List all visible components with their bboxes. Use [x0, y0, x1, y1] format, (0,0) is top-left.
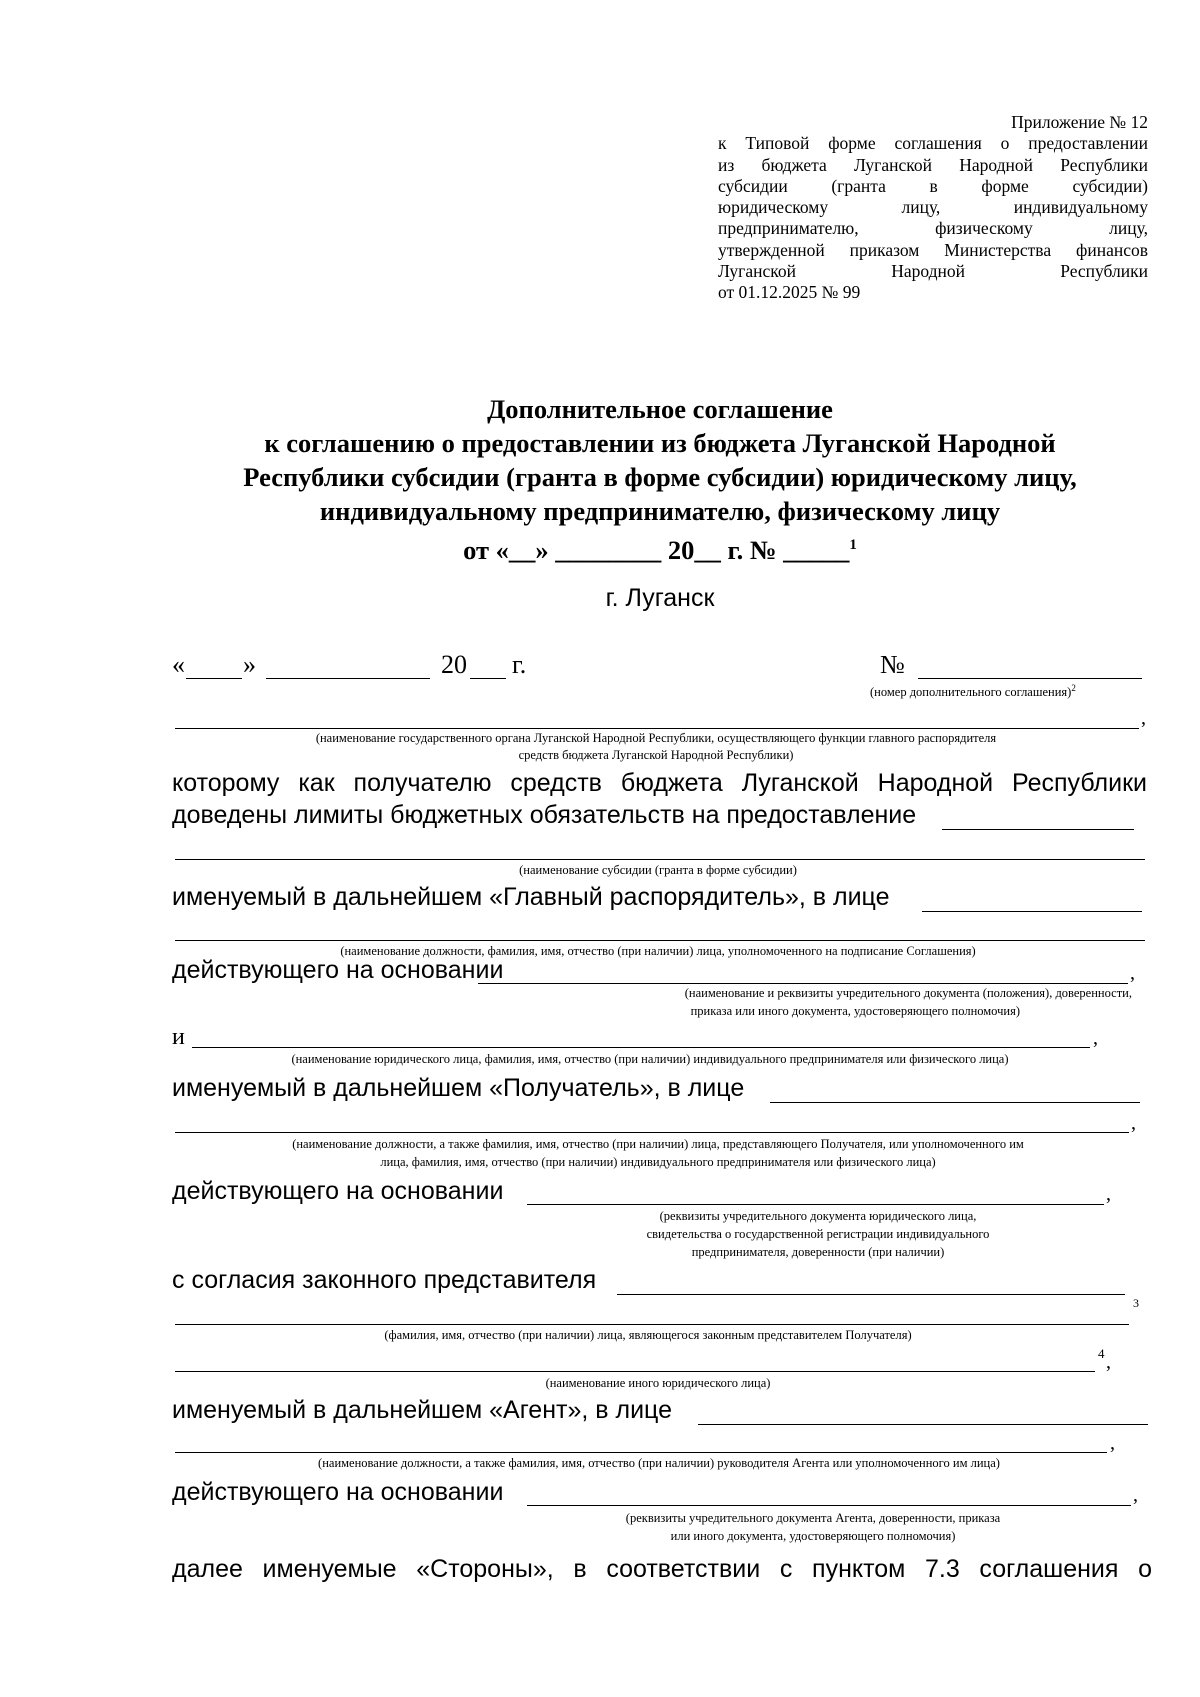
document-title — [120, 392, 1200, 567]
month-field[interactable] — [266, 678, 430, 679]
comma: , — [1130, 962, 1135, 984]
basis-3-field[interactable] — [527, 1505, 1131, 1506]
note-recipient-person: (наименование должности, а также фамилия, имя, отчество (при наличии) лица, представляющего Получателя, или уполномоченного им — [292, 1137, 1024, 1151]
subsidy-inline-field[interactable] — [942, 829, 1134, 830]
year-field[interactable] — [470, 678, 506, 679]
note-agent-person: (наименование должности, а также фамилия, имя, отчество (при наличии) руководителя Агента или уполномоченного им лица) — [318, 1456, 1000, 1470]
recipient-inline-field[interactable] — [770, 1102, 1140, 1103]
note-recipient-person: лица, фамилия, имя, отчество (при наличии) индивидуального предпринимателя или физического лица) — [380, 1155, 936, 1169]
date-close-quote: » — [243, 650, 256, 679]
basis-1-field[interactable] — [478, 983, 1128, 984]
note-legal-rep: (фамилия, имя, отчество (при наличии) лица, являющегося законным представителем Получателя) — [384, 1328, 912, 1342]
appendix-header — [718, 112, 1148, 304]
recipient-person-field[interactable] — [175, 1132, 1129, 1133]
comma: , — [1141, 707, 1146, 729]
year-suffix: г. — [512, 650, 527, 679]
title-date-line — [120, 528, 1200, 567]
note-gov-organ: средств бюджета Луганской Народной Республики) — [518, 748, 794, 762]
legal-rep-field[interactable] — [175, 1324, 1129, 1325]
chief-inline-field[interactable] — [922, 911, 1142, 912]
appendix-line: субсидии (гранта в форме субсидии) — [718, 175, 1148, 196]
city-label: г. Луганск — [605, 584, 715, 612]
body-text: далее именуемые «Стороны», в соответствии с пунктом 7.3 соглашения о — [172, 1555, 1152, 1583]
note-basis: (наименование и реквизиты учредительного документа (положения), доверенности, — [684, 986, 1132, 1000]
agreement-number-field[interactable] — [918, 678, 1142, 679]
legal-rep-inline-field[interactable] — [617, 1294, 1125, 1295]
note-basis: (реквизиты учредительного документа Агента, доверенности, приказа — [625, 1511, 1001, 1525]
body-text: которому как получателю средств бюджета Луганской Народной Республики — [172, 769, 1147, 797]
gov-organ-field[interactable] — [175, 728, 1139, 729]
appendix-line: Приложение № 12 — [1011, 112, 1148, 132]
body-text: именуемый в дальнейшем «Получатель», в лице — [172, 1074, 745, 1102]
note-basis: свидетельства о государственной регистрации индивидуального — [646, 1227, 990, 1241]
comma: , — [1133, 1484, 1138, 1506]
note-subsidy: (наименование субсидии (гранта в форме субсидии) — [519, 863, 797, 877]
subsidy-name-field[interactable] — [175, 859, 1145, 860]
note-agreement-number — [870, 683, 1076, 700]
day-field[interactable] — [186, 678, 242, 679]
appendix-line: утвержденной приказом Министерства финансов — [718, 239, 1148, 260]
date-open-quote: « — [172, 650, 185, 679]
footnote-mark: 4 — [1098, 1346, 1105, 1361]
agent-person-field[interactable] — [175, 1452, 1107, 1453]
note-chief-person: (наименование должности, фамилия, имя, отчество (при наличии) лица, уполномоченного на подписание Соглашения) — [340, 944, 976, 958]
conjunction-and: и — [172, 1024, 185, 1050]
body-text: доведены лимиты бюджетных обязательств на предоставление — [172, 801, 917, 829]
footnote-mark: 3 — [1133, 1296, 1139, 1310]
comma: , — [1093, 1027, 1098, 1049]
body-text: действующего на основании — [172, 1177, 504, 1205]
body-text: именуемый в дальнейшем «Главный распорядитель», в лице — [172, 883, 890, 911]
year-prefix: 20 — [441, 650, 467, 679]
note-gov-organ: (наименование государственного органа Луганской Народной Республики, осуществляющего функции главного распорядителя — [315, 731, 997, 745]
note-recipient-name: (наименование юридического лица, фамилия, имя, отчество (при наличии) индивидуального предпринимателя или физического лица) — [291, 1052, 1009, 1066]
title-line: к соглашению о предоставлении из бюджета Луганской Народной — [264, 428, 1056, 458]
basis-2-field[interactable] — [527, 1204, 1104, 1205]
recipient-name-field[interactable] — [192, 1047, 1090, 1048]
body-text: действующего на основании — [172, 956, 504, 984]
comma: , — [1110, 1432, 1115, 1454]
title-line: Республики субсидии (гранта в форме субсидии) юридическому лицу, — [243, 462, 1077, 492]
comma: , — [1106, 1183, 1111, 1205]
note-basis: (реквизиты учредительного документа юридического лица, — [659, 1209, 977, 1223]
appendix-line: к Типовой форме соглашения о предоставлении — [718, 133, 1148, 154]
footnote-mark: 2 — [1071, 683, 1076, 693]
note-basis: предпринимателя, доверенности (при наличии) — [691, 1245, 945, 1259]
body-text: с согласия законного представителя — [172, 1266, 597, 1294]
appendix-line: Луганской Народной Республики — [718, 261, 1148, 282]
appendix-line: из бюджета Луганской Народной Республики — [718, 154, 1148, 175]
appendix-line: юридическому лицу, индивидуальному — [718, 197, 1148, 218]
appendix-line: предпринимателю, физическому лицу, — [718, 218, 1148, 239]
appendix-line: от 01.12.2025 № 99 — [718, 282, 861, 303]
note-other-entity: (наименование иного юридического лица) — [545, 1376, 771, 1390]
title-line: Дополнительное соглашение — [487, 394, 833, 424]
body-text: именуемый в дальнейшем «Агент», в лице — [172, 1396, 672, 1424]
note-basis: или иного документа, удостоверяющего полномочия) — [670, 1529, 956, 1543]
other-entity-field[interactable] — [175, 1371, 1095, 1372]
note-basis: приказа или иного документа, удостоверяющего полномочия) — [690, 1004, 1020, 1018]
number-sign: № — [880, 650, 905, 679]
chief-person-field[interactable] — [175, 940, 1145, 941]
note-text: (номер дополнительного соглашения) — [870, 685, 1072, 700]
footnote-mark: 1 — [849, 537, 857, 553]
title-date: от «__» ________ 20__ г. № _____ — [463, 534, 850, 565]
agent-inline-field[interactable] — [698, 1424, 1148, 1425]
comma: , — [1106, 1351, 1111, 1373]
comma: , — [1131, 1112, 1136, 1134]
title-line: индивидуальному предпринимателю, физическому лицу — [319, 496, 1001, 526]
body-text: действующего на основании — [172, 1478, 504, 1506]
